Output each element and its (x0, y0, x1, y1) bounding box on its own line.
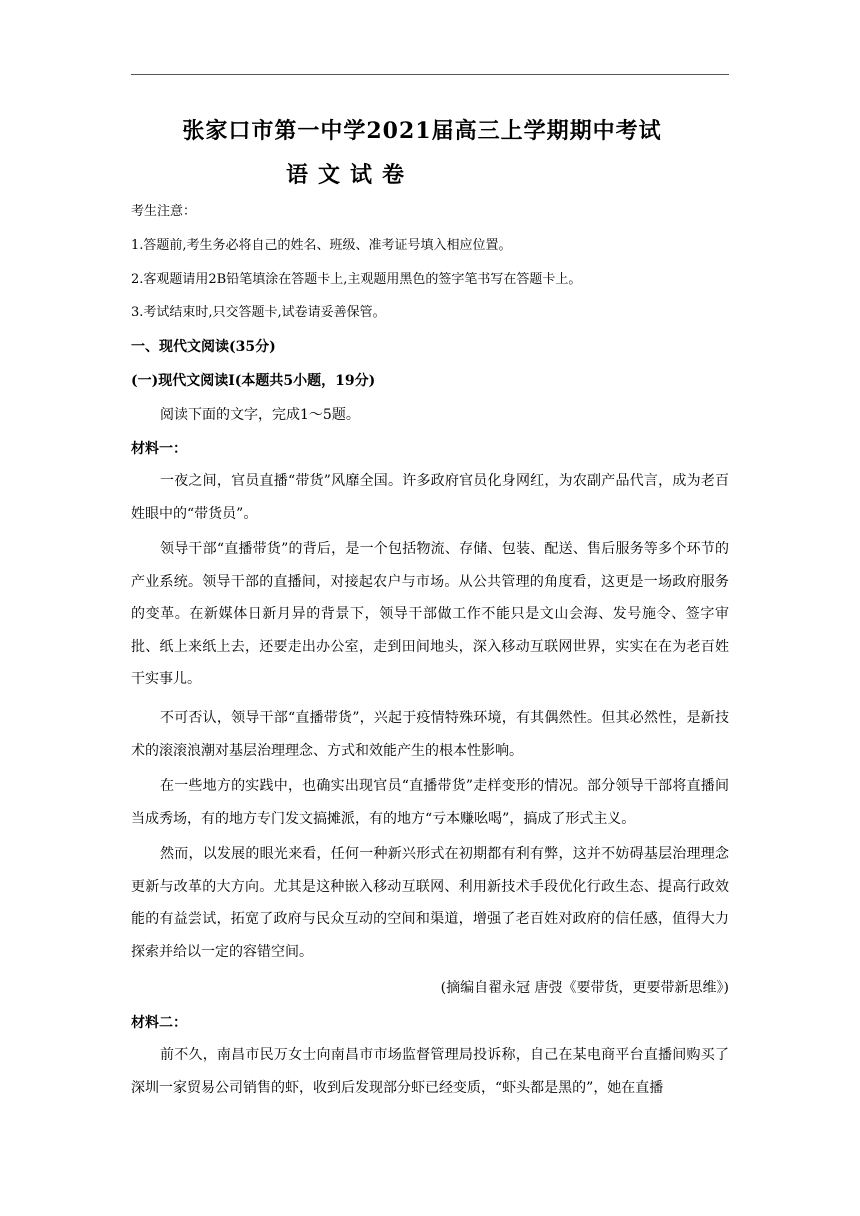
material-one-paragraph: 不可否认，领导干部“直播带货”，兴起于疫情特殊环境，有其偶然性。但其必然性，是新技术的滚滚浪潮对基层治理理念、方式和效能产生的根本性影响。 (131, 710, 729, 759)
notice-item: 3.考试结束时,只交答题卡,试卷请妥善保管。 (131, 305, 386, 320)
material-one-paragraph: 一夜之间，官员直播“带货”风靡全国。许多政府官员化身网红，为农副产品代言，成为老百姓眼中的“带货员”。 (131, 473, 729, 522)
section-heading: 一、现代文阅读(35分) (131, 339, 276, 355)
material-one-paragraph: 领导干部“直播带货”的背后，是一个包括物流、存储、包装、配送、售后服务等多个环节的产业系统。领导干部的直播间，对接起农户与市场。从公共管理的角度看，这更是一场政府服务的变革。在新媒体日新月异的背景下，领导干部做工作不能只是文山会海、发号施令、签字审批、纸上来纸上去，还要走出办公室，走到田间地头，深入移动互联网世界，实实在在为老百姓干实事儿。 (131, 541, 729, 687)
exam-subtitle: 语文试卷 (285, 162, 414, 188)
sub-section-heading: (一)现代文阅读Ⅰ(本题共5小题，19分) (131, 373, 376, 389)
notice-label: 考生注意： (131, 204, 197, 219)
material-one-label: 材料一： (131, 441, 187, 457)
notice-item: 1.答题前,考生务必将自己的姓名、班级、准考证号填入相应位置。 (131, 238, 512, 253)
material-one-source: (摘编自翟永冠 唐弢《要带货，更要带新思维》) (440, 980, 729, 996)
header-rule (131, 74, 729, 75)
material-two-paragraph: 前不久，南昌市民万女士向南昌市市场监督管理局投诉称，自己在某电商平台直播间购买了深圳一家贸易公司销售的虾，收到后发现部分虾已经变质，“虾头都是黑的”，她在直播 (131, 1047, 729, 1096)
material-one-paragraph: 然而，以发展的眼光来看，任何一种新兴形式在初期都有利有弊，这并不妨碍基层治理理念更新与改革的大方向。尤其是这种嵌入移动互联网、利用新技术手段优化行政生态、提高行政效能的有益尝试，拓宽了政府与民众互动的空间和渠道，增强了老百姓对政府的信任感，值得大力探索并给以一定的容错空间。 (131, 846, 729, 960)
material-one-paragraph: 在一些地方的实践中，也确实出现官员“直播带货”走样变形的情况。部分领导干部将直播间当成秀场，有的地方专门发文搞摊派，有的地方“亏本赚吆喝”，搞成了形式主义。 (131, 778, 729, 827)
material-two-label: 材料二： (131, 1015, 187, 1031)
reading-instruction: 阅读下面的文字，完成1～5题。 (160, 407, 360, 423)
notice-item: 2.客观题请用2B铅笔填涂在答题卡上,主观题用黑色的签字笔书写在答题卡上。 (131, 272, 582, 287)
exam-title: 张家口市第一中学2021届高三上学期期中考试 (182, 118, 662, 144)
